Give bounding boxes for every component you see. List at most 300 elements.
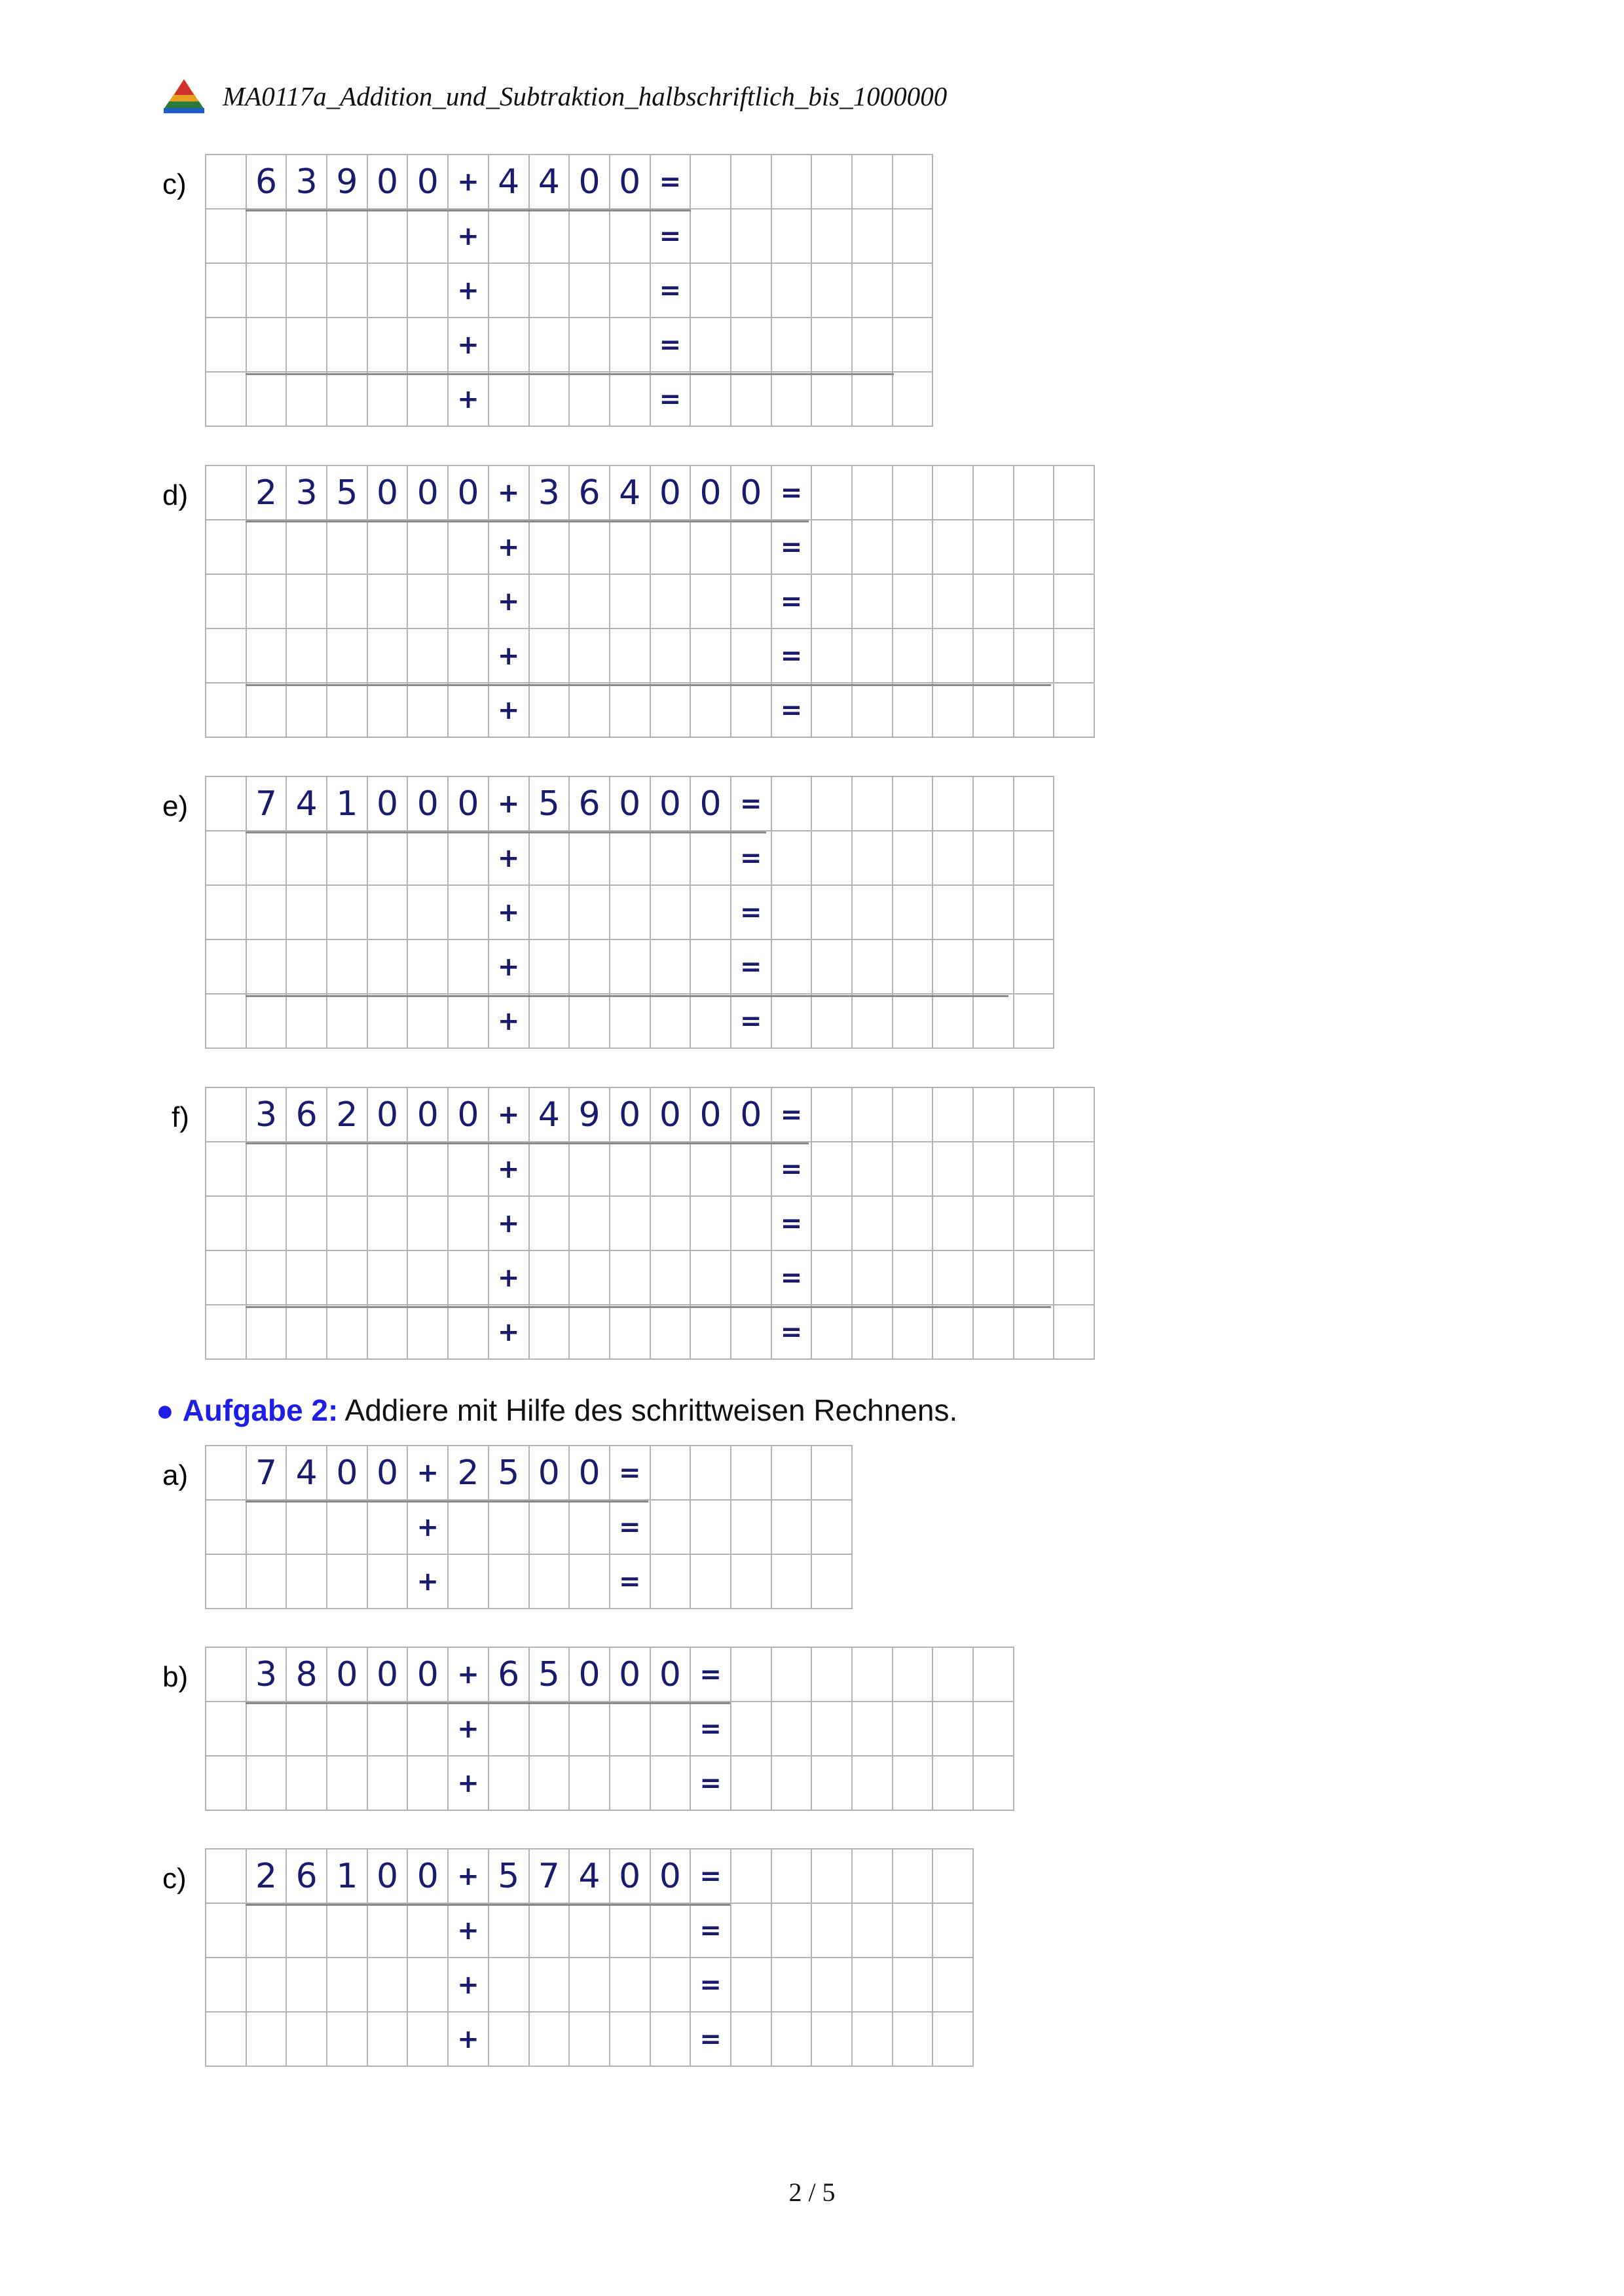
empty-cell — [1014, 520, 1055, 575]
margin-cell — [206, 155, 247, 210]
empty-cell — [1014, 683, 1055, 738]
empty-cell — [853, 1648, 893, 1702]
margin-cell — [206, 575, 247, 629]
empty-cell — [651, 2013, 692, 2067]
empty-cell — [731, 1197, 772, 1251]
calculation-grid — [205, 1087, 1095, 1360]
empty-cell — [853, 155, 893, 210]
digit-cell: 0 — [368, 777, 409, 831]
calculation-grid — [205, 1848, 974, 2067]
empty-cell — [610, 629, 651, 683]
digit-cell: 0 — [651, 1088, 692, 1142]
empty-cell — [853, 683, 893, 738]
empty-cell — [368, 1142, 409, 1197]
empty-cell — [327, 1702, 368, 1757]
empty-cell — [408, 373, 449, 427]
digit-cell: 5 — [530, 777, 570, 831]
equals-sign: = — [772, 1305, 813, 1360]
plus-sign: + — [449, 373, 489, 427]
empty-cell — [893, 155, 934, 210]
empty-cell — [893, 629, 934, 683]
empty-cell — [368, 520, 409, 575]
empty-cell — [731, 1904, 772, 1958]
empty-cell — [853, 1958, 893, 2013]
empty-cell — [1054, 1142, 1095, 1197]
empty-cell — [933, 683, 974, 738]
empty-cell — [327, 831, 368, 886]
empty-cell — [530, 886, 570, 940]
empty-cell — [651, 831, 692, 886]
empty-cell — [287, 994, 327, 1049]
empty-cell — [570, 629, 610, 683]
empty-cell — [974, 886, 1014, 940]
margin-cell — [206, 1142, 247, 1197]
digit-cell: 2 — [247, 1850, 287, 1904]
empty-cell — [853, 1850, 893, 1904]
empty-cell — [812, 1702, 853, 1757]
equals-sign: = — [772, 575, 813, 629]
margin-cell — [206, 1555, 247, 1609]
digit-cell: 0 — [651, 466, 692, 520]
empty-cell — [812, 1142, 853, 1197]
empty-cell — [287, 373, 327, 427]
empty-cell — [530, 831, 570, 886]
empty-cell — [974, 1305, 1014, 1360]
empty-cell — [327, 1197, 368, 1251]
underline — [246, 1702, 730, 1704]
digit-cell: 4 — [287, 1446, 327, 1501]
empty-cell — [1014, 1088, 1055, 1142]
empty-cell — [651, 1555, 692, 1609]
empty-cell — [691, 940, 731, 994]
digit-cell: 1 — [327, 1850, 368, 1904]
digit-cell: 0 — [570, 1648, 610, 1702]
empty-cell — [651, 940, 692, 994]
empty-cell — [974, 1702, 1014, 1757]
equals-sign: = — [731, 777, 772, 831]
empty-cell — [691, 318, 731, 373]
empty-cell — [368, 210, 409, 264]
empty-cell — [731, 210, 772, 264]
empty-cell — [247, 940, 287, 994]
empty-cell — [489, 1702, 530, 1757]
digit-cell: 6 — [247, 155, 287, 210]
digit-cell: 0 — [610, 155, 651, 210]
equals-sign: = — [651, 210, 692, 264]
digit-cell: 0 — [368, 1446, 409, 1501]
margin-cell — [206, 1702, 247, 1757]
empty-cell — [731, 155, 772, 210]
plus-sign: + — [489, 629, 530, 683]
plus-sign: + — [449, 2013, 489, 2067]
empty-cell — [368, 1555, 409, 1609]
empty-cell — [772, 1555, 813, 1609]
empty-cell — [1014, 886, 1055, 940]
empty-cell — [893, 1904, 934, 1958]
digit-cell: 0 — [651, 1648, 692, 1702]
empty-cell — [691, 264, 731, 318]
equals-sign: = — [731, 886, 772, 940]
digit-cell: 0 — [610, 1850, 651, 1904]
empty-cell — [974, 994, 1014, 1049]
empty-cell — [651, 1142, 692, 1197]
empty-cell — [691, 210, 731, 264]
empty-cell — [974, 1251, 1014, 1305]
empty-cell — [974, 1648, 1014, 1702]
plus-sign: + — [489, 940, 530, 994]
empty-cell — [408, 831, 449, 886]
empty-cell — [651, 1251, 692, 1305]
empty-cell — [731, 1142, 772, 1197]
empty-cell — [368, 373, 409, 427]
empty-cell — [327, 683, 368, 738]
empty-cell — [812, 210, 853, 264]
empty-cell — [327, 1305, 368, 1360]
empty-cell — [530, 373, 570, 427]
empty-cell — [933, 1305, 974, 1360]
equals-sign: = — [772, 520, 813, 575]
digit-cell: 6 — [287, 1850, 327, 1904]
empty-cell — [570, 520, 610, 575]
plus-sign: + — [449, 1702, 489, 1757]
result-underline — [246, 1306, 1051, 1308]
empty-cell — [327, 2013, 368, 2067]
digit-cell: 4 — [570, 1850, 610, 1904]
margin-cell — [206, 683, 247, 738]
margin-cell — [206, 777, 247, 831]
document-title: MA0117a_Addition_und_Subtraktion_halbschriftlich_bis_1000000 — [223, 81, 948, 111]
empty-cell — [933, 886, 974, 940]
empty-cell — [772, 1501, 813, 1555]
empty-cell — [247, 886, 287, 940]
empty-cell — [530, 1555, 570, 1609]
empty-cell — [853, 318, 893, 373]
empty-cell — [368, 886, 409, 940]
empty-cell — [570, 1501, 610, 1555]
empty-cell — [974, 831, 1014, 886]
empty-cell — [408, 1702, 449, 1757]
empty-cell — [530, 629, 570, 683]
empty-cell — [610, 2013, 651, 2067]
empty-cell — [974, 1197, 1014, 1251]
empty-cell — [691, 373, 731, 427]
equals-sign: = — [610, 1555, 651, 1609]
empty-cell — [731, 1757, 772, 1811]
empty-cell — [731, 1251, 772, 1305]
digit-cell: 6 — [570, 777, 610, 831]
empty-cell — [812, 520, 853, 575]
empty-cell — [1014, 831, 1055, 886]
empty-cell — [247, 1501, 287, 1555]
empty-cell — [368, 1197, 409, 1251]
task-instruction: Addiere mit Hilfe des schrittweisen Rechnens. — [338, 1393, 958, 1427]
plus-sign: + — [489, 1305, 530, 1360]
empty-cell — [731, 1702, 772, 1757]
empty-cell — [893, 777, 934, 831]
empty-cell — [731, 2013, 772, 2067]
plus-sign: + — [449, 1757, 489, 1811]
empty-cell — [287, 683, 327, 738]
empty-cell — [408, 1305, 449, 1360]
empty-cell — [247, 575, 287, 629]
empty-cell — [449, 886, 489, 940]
digit-cell: 2 — [247, 466, 287, 520]
equals-sign: = — [772, 466, 813, 520]
empty-cell — [772, 155, 813, 210]
plus-sign: + — [408, 1446, 449, 1501]
empty-cell — [731, 520, 772, 575]
empty-cell — [449, 1142, 489, 1197]
header — [162, 73, 947, 119]
empty-cell — [287, 1702, 327, 1757]
empty-cell — [247, 1305, 287, 1360]
digit-cell: 0 — [408, 466, 449, 520]
empty-cell — [731, 1850, 772, 1904]
empty-cell — [610, 940, 651, 994]
empty-cell — [853, 1757, 893, 1811]
empty-cell — [327, 373, 368, 427]
underline — [246, 1904, 730, 1906]
margin-cell — [206, 886, 247, 940]
empty-cell — [449, 1197, 489, 1251]
margin-cell — [206, 373, 247, 427]
empty-cell — [408, 318, 449, 373]
empty-cell — [974, 1757, 1014, 1811]
empty-cell — [933, 1142, 974, 1197]
empty-cell — [327, 1757, 368, 1811]
empty-cell — [691, 886, 731, 940]
digit-cell: 0 — [449, 466, 489, 520]
empty-cell — [691, 155, 731, 210]
empty-cell — [893, 466, 934, 520]
empty-cell — [489, 1555, 530, 1609]
digit-cell: 0 — [570, 155, 610, 210]
equals-sign: = — [610, 1446, 651, 1501]
empty-cell — [651, 1757, 692, 1811]
empty-cell — [570, 886, 610, 940]
empty-cell — [812, 683, 853, 738]
plus-sign: + — [449, 318, 489, 373]
digit-cell: 3 — [247, 1088, 287, 1142]
plus-sign: + — [449, 1958, 489, 2013]
empty-cell — [247, 1904, 287, 1958]
empty-cell — [247, 994, 287, 1049]
empty-cell — [974, 777, 1014, 831]
result-underline — [246, 373, 894, 375]
empty-cell — [610, 1904, 651, 1958]
empty-cell — [893, 886, 934, 940]
digit-cell: 5 — [489, 1446, 530, 1501]
empty-cell — [691, 683, 731, 738]
empty-cell — [651, 629, 692, 683]
equals-sign: = — [772, 1197, 813, 1251]
empty-cell — [651, 994, 692, 1049]
empty-cell — [247, 264, 287, 318]
equals-sign: = — [651, 373, 692, 427]
digit-cell: 0 — [408, 1648, 449, 1702]
digit-cell: 6 — [489, 1648, 530, 1702]
empty-cell — [853, 1197, 893, 1251]
margin-cell — [206, 1501, 247, 1555]
underline — [246, 520, 809, 522]
empty-cell — [812, 940, 853, 994]
digit-cell: 4 — [530, 155, 570, 210]
margin-cell — [206, 994, 247, 1049]
empty-cell — [893, 1702, 934, 1757]
empty-cell — [287, 520, 327, 575]
problem-label: f) — [172, 1101, 189, 1133]
empty-cell — [489, 2013, 530, 2067]
empty-cell — [570, 1305, 610, 1360]
empty-cell — [731, 373, 772, 427]
empty-cell — [1054, 1088, 1095, 1142]
plus-sign: + — [489, 1142, 530, 1197]
empty-cell — [570, 1197, 610, 1251]
empty-cell — [570, 683, 610, 738]
empty-cell — [1054, 1197, 1095, 1251]
empty-cell — [287, 575, 327, 629]
digit-cell: 0 — [408, 1850, 449, 1904]
empty-cell — [893, 373, 934, 427]
empty-cell — [570, 831, 610, 886]
empty-cell — [933, 940, 974, 994]
plus-sign: + — [489, 575, 530, 629]
plus-sign: + — [449, 1904, 489, 1958]
empty-cell — [449, 1251, 489, 1305]
empty-cell — [408, 1757, 449, 1811]
plus-sign: + — [449, 264, 489, 318]
empty-cell — [610, 1757, 651, 1811]
empty-cell — [570, 2013, 610, 2067]
empty-cell — [247, 831, 287, 886]
digit-cell: 1 — [327, 777, 368, 831]
digit-cell: 0 — [731, 466, 772, 520]
empty-cell — [772, 1850, 813, 1904]
empty-cell — [570, 1904, 610, 1958]
calculation-grid — [205, 1445, 853, 1609]
digit-cell: 0 — [449, 1088, 489, 1142]
empty-cell — [812, 466, 853, 520]
bullet-icon: ● — [156, 1393, 174, 1427]
digit-cell: 0 — [530, 1446, 570, 1501]
empty-cell — [327, 210, 368, 264]
empty-cell — [327, 575, 368, 629]
empty-cell — [368, 683, 409, 738]
empty-cell — [812, 1197, 853, 1251]
equals-sign: = — [651, 264, 692, 318]
empty-cell — [651, 1197, 692, 1251]
empty-cell — [893, 940, 934, 994]
plus-sign: + — [489, 886, 530, 940]
empty-cell — [974, 629, 1014, 683]
empty-cell — [933, 1850, 974, 1904]
empty-cell — [247, 1702, 287, 1757]
empty-cell — [812, 1850, 853, 1904]
margin-cell — [206, 1251, 247, 1305]
margin-cell — [206, 520, 247, 575]
digit-cell: 4 — [489, 155, 530, 210]
empty-cell — [247, 629, 287, 683]
empty-cell — [933, 2013, 974, 2067]
empty-cell — [772, 1757, 813, 1811]
empty-cell — [933, 1251, 974, 1305]
empty-cell — [489, 1501, 530, 1555]
empty-cell — [1014, 994, 1055, 1049]
empty-cell — [731, 1555, 772, 1609]
digit-cell: 3 — [287, 155, 327, 210]
empty-cell — [287, 1197, 327, 1251]
empty-cell — [812, 1555, 853, 1609]
plus-sign: + — [408, 1555, 449, 1609]
empty-cell — [812, 994, 853, 1049]
empty-cell — [287, 2013, 327, 2067]
task-heading — [156, 1393, 957, 1428]
empty-cell — [449, 1501, 489, 1555]
plus-sign: + — [489, 1251, 530, 1305]
equals-sign: = — [731, 994, 772, 1049]
margin-cell — [206, 1088, 247, 1142]
digit-cell: 0 — [327, 1446, 368, 1501]
empty-cell — [408, 994, 449, 1049]
empty-cell — [812, 1501, 853, 1555]
empty-cell — [691, 575, 731, 629]
empty-cell — [610, 520, 651, 575]
page-number: 2 / 5 — [788, 2178, 836, 2207]
empty-cell — [893, 318, 934, 373]
digit-cell: 0 — [408, 1088, 449, 1142]
empty-cell — [570, 994, 610, 1049]
empty-cell — [812, 1251, 853, 1305]
empty-cell — [610, 1197, 651, 1251]
empty-cell — [247, 1251, 287, 1305]
empty-cell — [287, 886, 327, 940]
empty-cell — [610, 575, 651, 629]
margin-cell — [206, 1648, 247, 1702]
empty-cell — [853, 520, 893, 575]
empty-cell — [772, 1904, 813, 1958]
empty-cell — [530, 683, 570, 738]
empty-cell — [489, 264, 530, 318]
empty-cell — [287, 1757, 327, 1811]
empty-cell — [570, 373, 610, 427]
empty-cell — [772, 1958, 813, 2013]
empty-cell — [408, 2013, 449, 2067]
empty-cell — [812, 1088, 853, 1142]
digit-cell: 0 — [368, 155, 409, 210]
digit-cell: 4 — [530, 1088, 570, 1142]
empty-cell — [530, 520, 570, 575]
empty-cell — [731, 1305, 772, 1360]
margin-cell — [206, 318, 247, 373]
empty-cell — [610, 373, 651, 427]
empty-cell — [489, 210, 530, 264]
empty-cell — [287, 940, 327, 994]
empty-cell — [530, 1197, 570, 1251]
empty-cell — [449, 683, 489, 738]
empty-cell — [893, 264, 934, 318]
empty-cell — [287, 1555, 327, 1609]
empty-cell — [247, 210, 287, 264]
plus-sign: + — [449, 1648, 489, 1702]
empty-cell — [812, 264, 853, 318]
empty-cell — [772, 886, 813, 940]
empty-cell — [772, 831, 813, 886]
empty-cell — [1014, 466, 1055, 520]
empty-cell — [853, 886, 893, 940]
empty-cell — [853, 1904, 893, 1958]
empty-cell — [974, 940, 1014, 994]
empty-cell — [853, 1702, 893, 1757]
